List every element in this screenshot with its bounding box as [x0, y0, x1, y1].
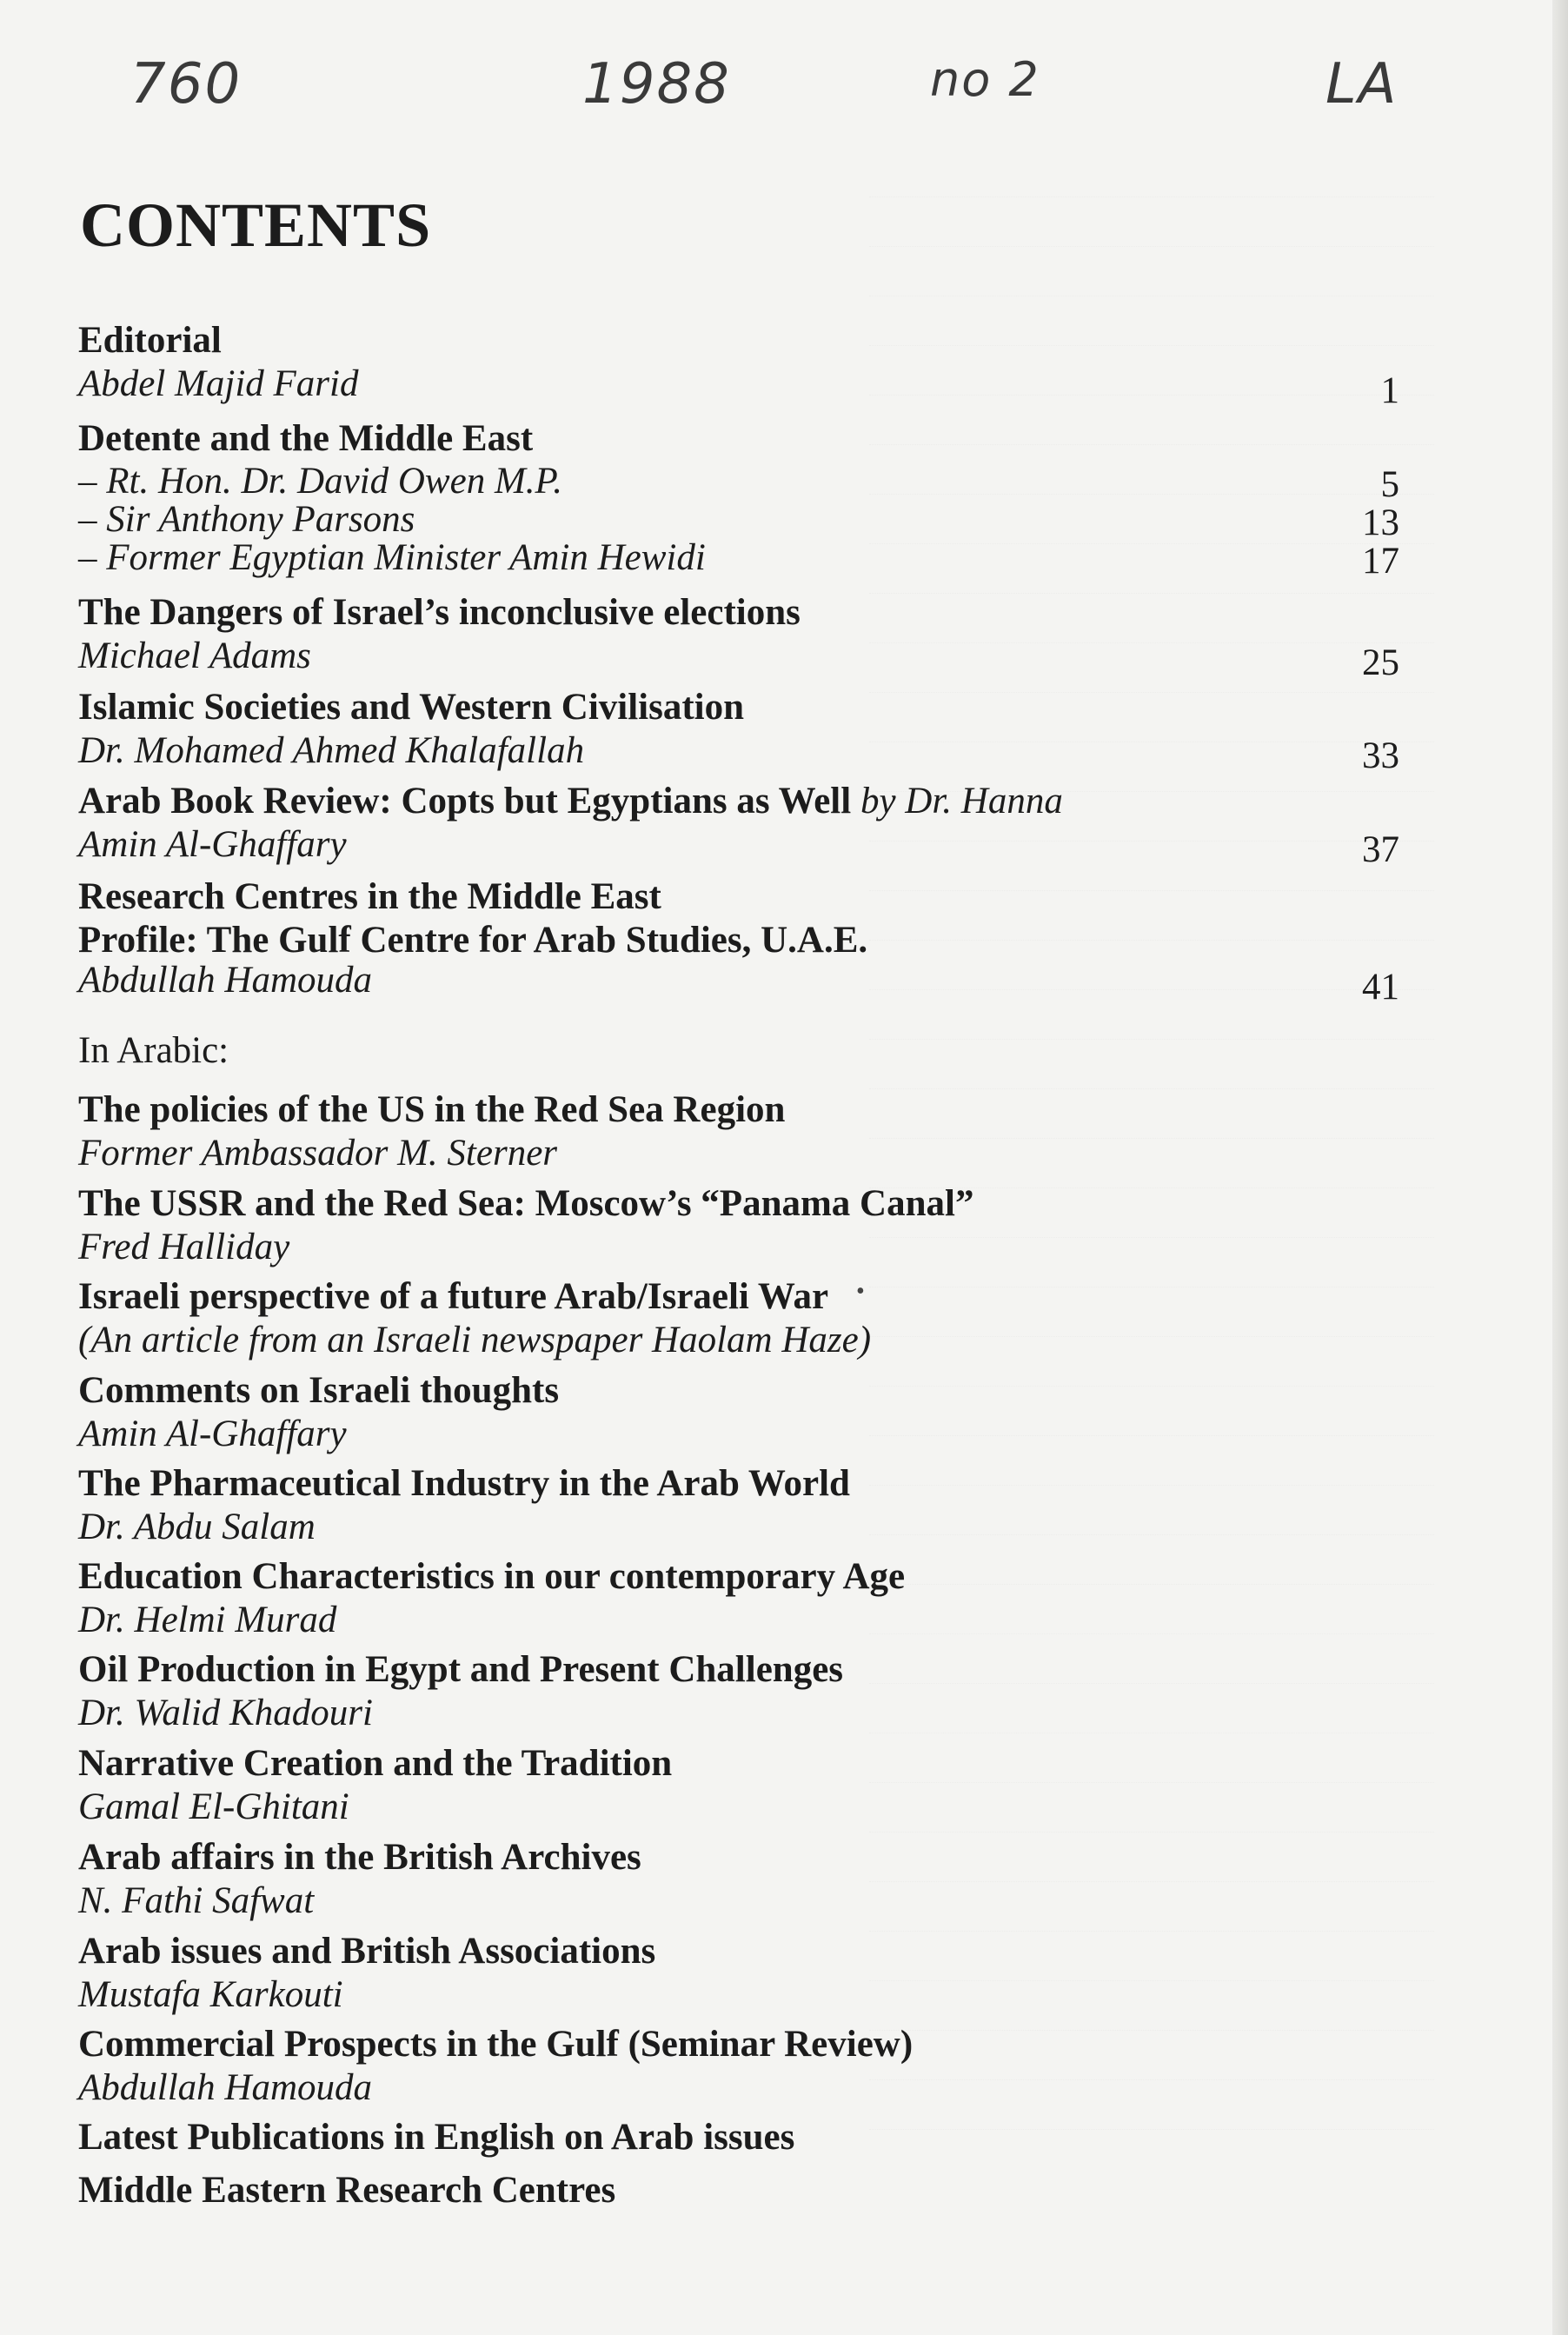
page-number: 5 — [1380, 464, 1399, 505]
entry-author: Dr. Walid Khadouri — [78, 1693, 373, 1733]
toc-entry-arabic — [78, 1460, 1399, 1547]
entry-author: – Rt. Hon. Dr. David Owen M.P. — [78, 461, 562, 502]
handwritten-initials: LA — [1325, 52, 1399, 116]
stray-dot-mark: • — [856, 1278, 865, 1305]
entry-author: Abdullah Hamouda — [78, 960, 373, 1001]
page-number: 25 — [1362, 642, 1399, 683]
entry-title: Commercial Prospects in the Gulf (Seminar Review) — [78, 2024, 914, 2065]
entry-author: Abdel Majid Farid — [78, 363, 359, 404]
toc-entry-arabic — [78, 2021, 1399, 2108]
entry-author: Michael Adams — [78, 635, 311, 676]
entry-title: Latest Publications in English on Arab issues — [78, 2117, 795, 2158]
entry-title: Oil Production in Egypt and Present Challenges — [78, 1649, 844, 1690]
toc-entry-detente — [78, 416, 1399, 582]
toc-entry-arabic — [78, 1367, 1399, 1454]
page-number: 13 — [1362, 502, 1399, 543]
entry-author: Fred Halliday — [78, 1227, 290, 1267]
page-number: 37 — [1362, 829, 1399, 870]
toc-entry-book-review — [78, 778, 1399, 870]
entry-author: Former Ambassador M. Sterner — [78, 1133, 558, 1174]
page-number: 17 — [1362, 541, 1399, 582]
entry-author: (An article from an Israeli newspaper Haolam Haze) — [78, 1320, 872, 1360]
entry-title: Research Centres in the Middle East — [78, 876, 661, 917]
toc-entry-arabic — [78, 1740, 1399, 1827]
entry-title: The policies of the US in the Red Sea Region — [78, 1089, 786, 1130]
entry-title — [78, 778, 1399, 825]
toc-entry-arabic — [78, 1834, 1399, 1921]
handwritten-catalog-number: 760 — [130, 52, 243, 116]
entry-author: – Former Egyptian Minister Amin Hewidi — [78, 537, 706, 578]
toc-entry-arabic — [78, 1928, 1399, 2015]
entry-author: Dr. Abdu Salam — [78, 1507, 316, 1547]
entry-title: Detente and the Middle East — [78, 418, 534, 459]
entry-title: Arab issues and British Associations — [78, 1931, 656, 1972]
entry-title-by: by Dr. Hanna — [860, 781, 1063, 822]
entry-title: Middle Eastern Research Centres — [78, 2170, 616, 2211]
entry-subtitle: Profile: The Gulf Centre for Arab Studies, U.A.E. — [78, 920, 868, 961]
toc-entry-israel-elections — [78, 589, 1399, 683]
page-title: CONTENTS — [80, 190, 432, 260]
in-arabic-label: In Arabic: — [78, 1030, 229, 1071]
toc-entry-editorial — [78, 317, 1399, 411]
entry-title: The Pharmaceutical Industry in the Arab World — [78, 1463, 850, 1504]
toc-entry-arabic — [78, 1087, 1399, 1174]
page-number: 33 — [1362, 735, 1399, 776]
entry-title: Narrative Creation and the Tradition — [78, 1743, 673, 1784]
toc-entry-arabic — [78, 1646, 1399, 1733]
entry-author: Dr. Helmi Murad — [78, 1600, 337, 1640]
entry-title: Editorial — [78, 320, 222, 361]
toc-entry-islamic-societies — [78, 684, 1399, 776]
entry-author: Mustafa Karkouti — [78, 1974, 343, 2015]
handwritten-year: 1988 — [582, 52, 731, 116]
toc-entry-arabic — [78, 2114, 1399, 2161]
entry-title: Islamic Societies and Western Civilisation — [78, 687, 745, 728]
entry-title: Comments on Israeli thoughts — [78, 1370, 560, 1411]
toc-entry-arabic — [78, 1274, 1399, 1360]
toc-entry-arabic — [78, 1181, 1399, 1267]
handwritten-issue: no 2 — [930, 52, 1040, 107]
entry-title: Education Characteristics in our contemporary Age — [78, 1556, 906, 1597]
entry-author: Gamal El-Ghitani — [78, 1786, 349, 1827]
entry-author: – Sir Anthony Parsons — [78, 499, 415, 540]
toc-entry-arabic — [78, 2167, 1399, 2214]
entry-title: Arab affairs in the British Archives — [78, 1837, 641, 1878]
entry-author: Amin Al-Ghaffary — [78, 824, 347, 865]
entry-title-text: Arab Book Review: Copts but Egyptians as Well — [78, 781, 852, 822]
entry-author: Dr. Mohamed Ahmed Khalafallah — [78, 730, 585, 771]
entry-author: Abdullah Hamouda — [78, 2067, 373, 2108]
entry-author: Amin Al-Ghaffary — [78, 1414, 347, 1454]
page-number: 41 — [1362, 967, 1399, 1008]
entry-title: The USSR and the Red Sea: Moscow’s “Panama Canal” — [78, 1183, 974, 1224]
entry-author: N. Fathi Safwat — [78, 1880, 315, 1921]
entry-title: The Dangers of Israel’s inconclusive elections — [78, 592, 801, 633]
entry-title: Israeli perspective of a future Arab/Israeli War — [78, 1276, 829, 1317]
page-number: 1 — [1380, 370, 1399, 411]
toc-entry-arabic — [78, 1553, 1399, 1640]
page-edge-shadow — [1552, 0, 1568, 2335]
toc-entry-research-centres — [78, 874, 1399, 1008]
